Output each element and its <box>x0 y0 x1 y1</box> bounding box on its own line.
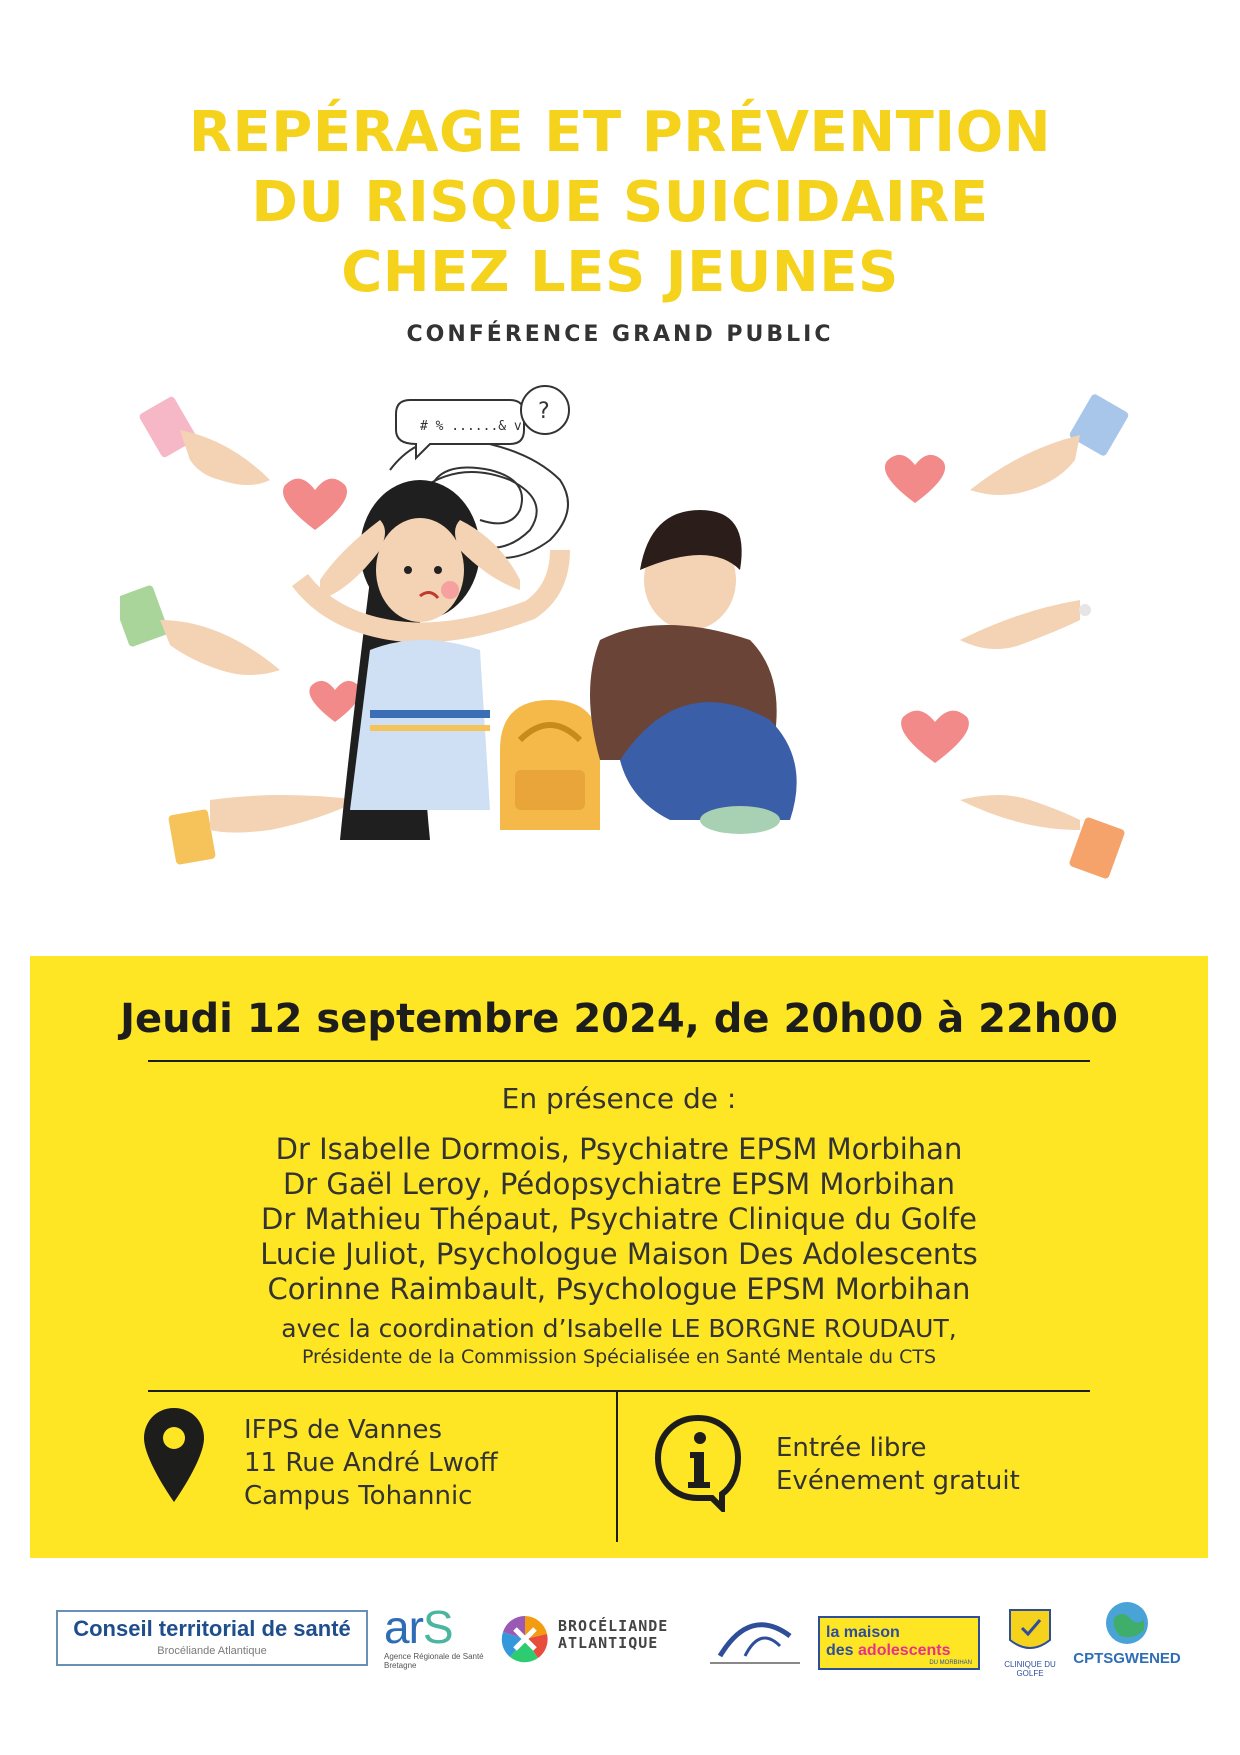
helping-hand-icon <box>120 584 280 675</box>
title-line-3: CHEZ LES JEUNES <box>341 240 899 305</box>
speaker-line: Dr Mathieu Thépaut, Psychiatre Clinique du Golfe <box>261 1202 977 1236</box>
speaker-line: Dr Isabelle Dormois, Psychiatre EPSM Morbihan <box>275 1132 963 1166</box>
coordination-line: avec la coordination d’Isabelle LE BORGNE ROUDAUT, <box>281 1314 957 1343</box>
info-line: Entrée libre <box>776 1433 927 1463</box>
svg-text:# % ......& v: # % ......& v <box>420 419 522 434</box>
heart-icon <box>309 681 360 722</box>
info-line: Evénement gratuit <box>776 1466 1020 1496</box>
location-line: IFPS de Vannes <box>244 1415 443 1445</box>
logo-cpts-gwened: CPTSGWENED <box>1072 1600 1182 1690</box>
coordination-role: Présidente de la Commission Spécialisée en Santé Mentale du CTS <box>301 1346 937 1368</box>
logo-epsm <box>700 1606 810 1676</box>
golfe-mark-icon <box>1002 1600 1058 1656</box>
logo-ars: arS Agence Régionale de Santé Bretagne <box>384 1601 484 1670</box>
event-access-info <box>776 1432 1020 1498</box>
speaker-line: Corinne Raimbault, Psychologue EPSM Morbihan <box>267 1272 971 1306</box>
speaker-line: Dr Gaël Leroy, Pédopsychiatre EPSM Morbihan <box>282 1167 956 1201</box>
svg-text:?: ? <box>538 399 550 424</box>
divider-vertical <box>616 1392 618 1542</box>
helping-hand-icon <box>970 393 1130 495</box>
map-pin-icon <box>142 1406 206 1506</box>
heart-icon <box>283 479 347 530</box>
poster-title <box>0 98 1240 308</box>
event-location <box>244 1414 498 1513</box>
broceliande-mark-icon <box>500 1614 550 1664</box>
backpack-icon <box>500 700 600 830</box>
title-line-1: REPÉRAGE ET PRÉVENTION <box>188 100 1052 165</box>
divider-bottom <box>148 1390 1090 1392</box>
divider-top <box>148 1060 1090 1062</box>
helping-hand-icon <box>138 395 270 485</box>
helping-hand-icon <box>960 600 1091 649</box>
logo-broceliande-atlantique: BROCÉLIANDE ATLANTIQUE <box>500 1612 690 1672</box>
logo-maison-des-adolescents: la maison des adolescents DU MORBIHAN <box>818 1616 980 1670</box>
illustration-stressed-youth <box>120 380 1140 940</box>
heart-icon <box>885 455 945 503</box>
location-line: Campus Tohannic <box>244 1481 473 1511</box>
heart-icon <box>901 711 969 763</box>
event-date: Jeudi 12 septembre 2024, de 20h00 à 22h00 <box>120 996 1118 1042</box>
helping-hand-icon <box>960 795 1126 880</box>
speaker-line: Lucie Juliot, Psychologue Maison Des Adolescents <box>260 1237 978 1271</box>
partner-logos <box>0 1590 1240 1700</box>
poster-subtitle: CONFÉRENCE GRAND PUBLIC <box>406 322 834 347</box>
speech-bubble-icon <box>521 386 569 434</box>
info-icon <box>652 1412 744 1512</box>
logo-clinique-du-golfe: CLINIQUE DU GOLFE <box>990 1600 1070 1690</box>
speakers-list <box>30 1132 1208 1307</box>
globe-icon <box>1104 1600 1150 1646</box>
presence-label: En présence de : <box>501 1082 737 1115</box>
boy-figure <box>590 510 797 834</box>
event-info-panel <box>30 956 1208 1558</box>
title-line-2: DU RISQUE SUICIDAIRE <box>251 170 989 235</box>
location-line: 11 Rue André Lwoff <box>244 1448 498 1478</box>
helping-hand-icon <box>168 795 360 865</box>
logo-conseil-territorial: Conseil territorial de santé Brocéliande Atlantique <box>56 1610 368 1666</box>
